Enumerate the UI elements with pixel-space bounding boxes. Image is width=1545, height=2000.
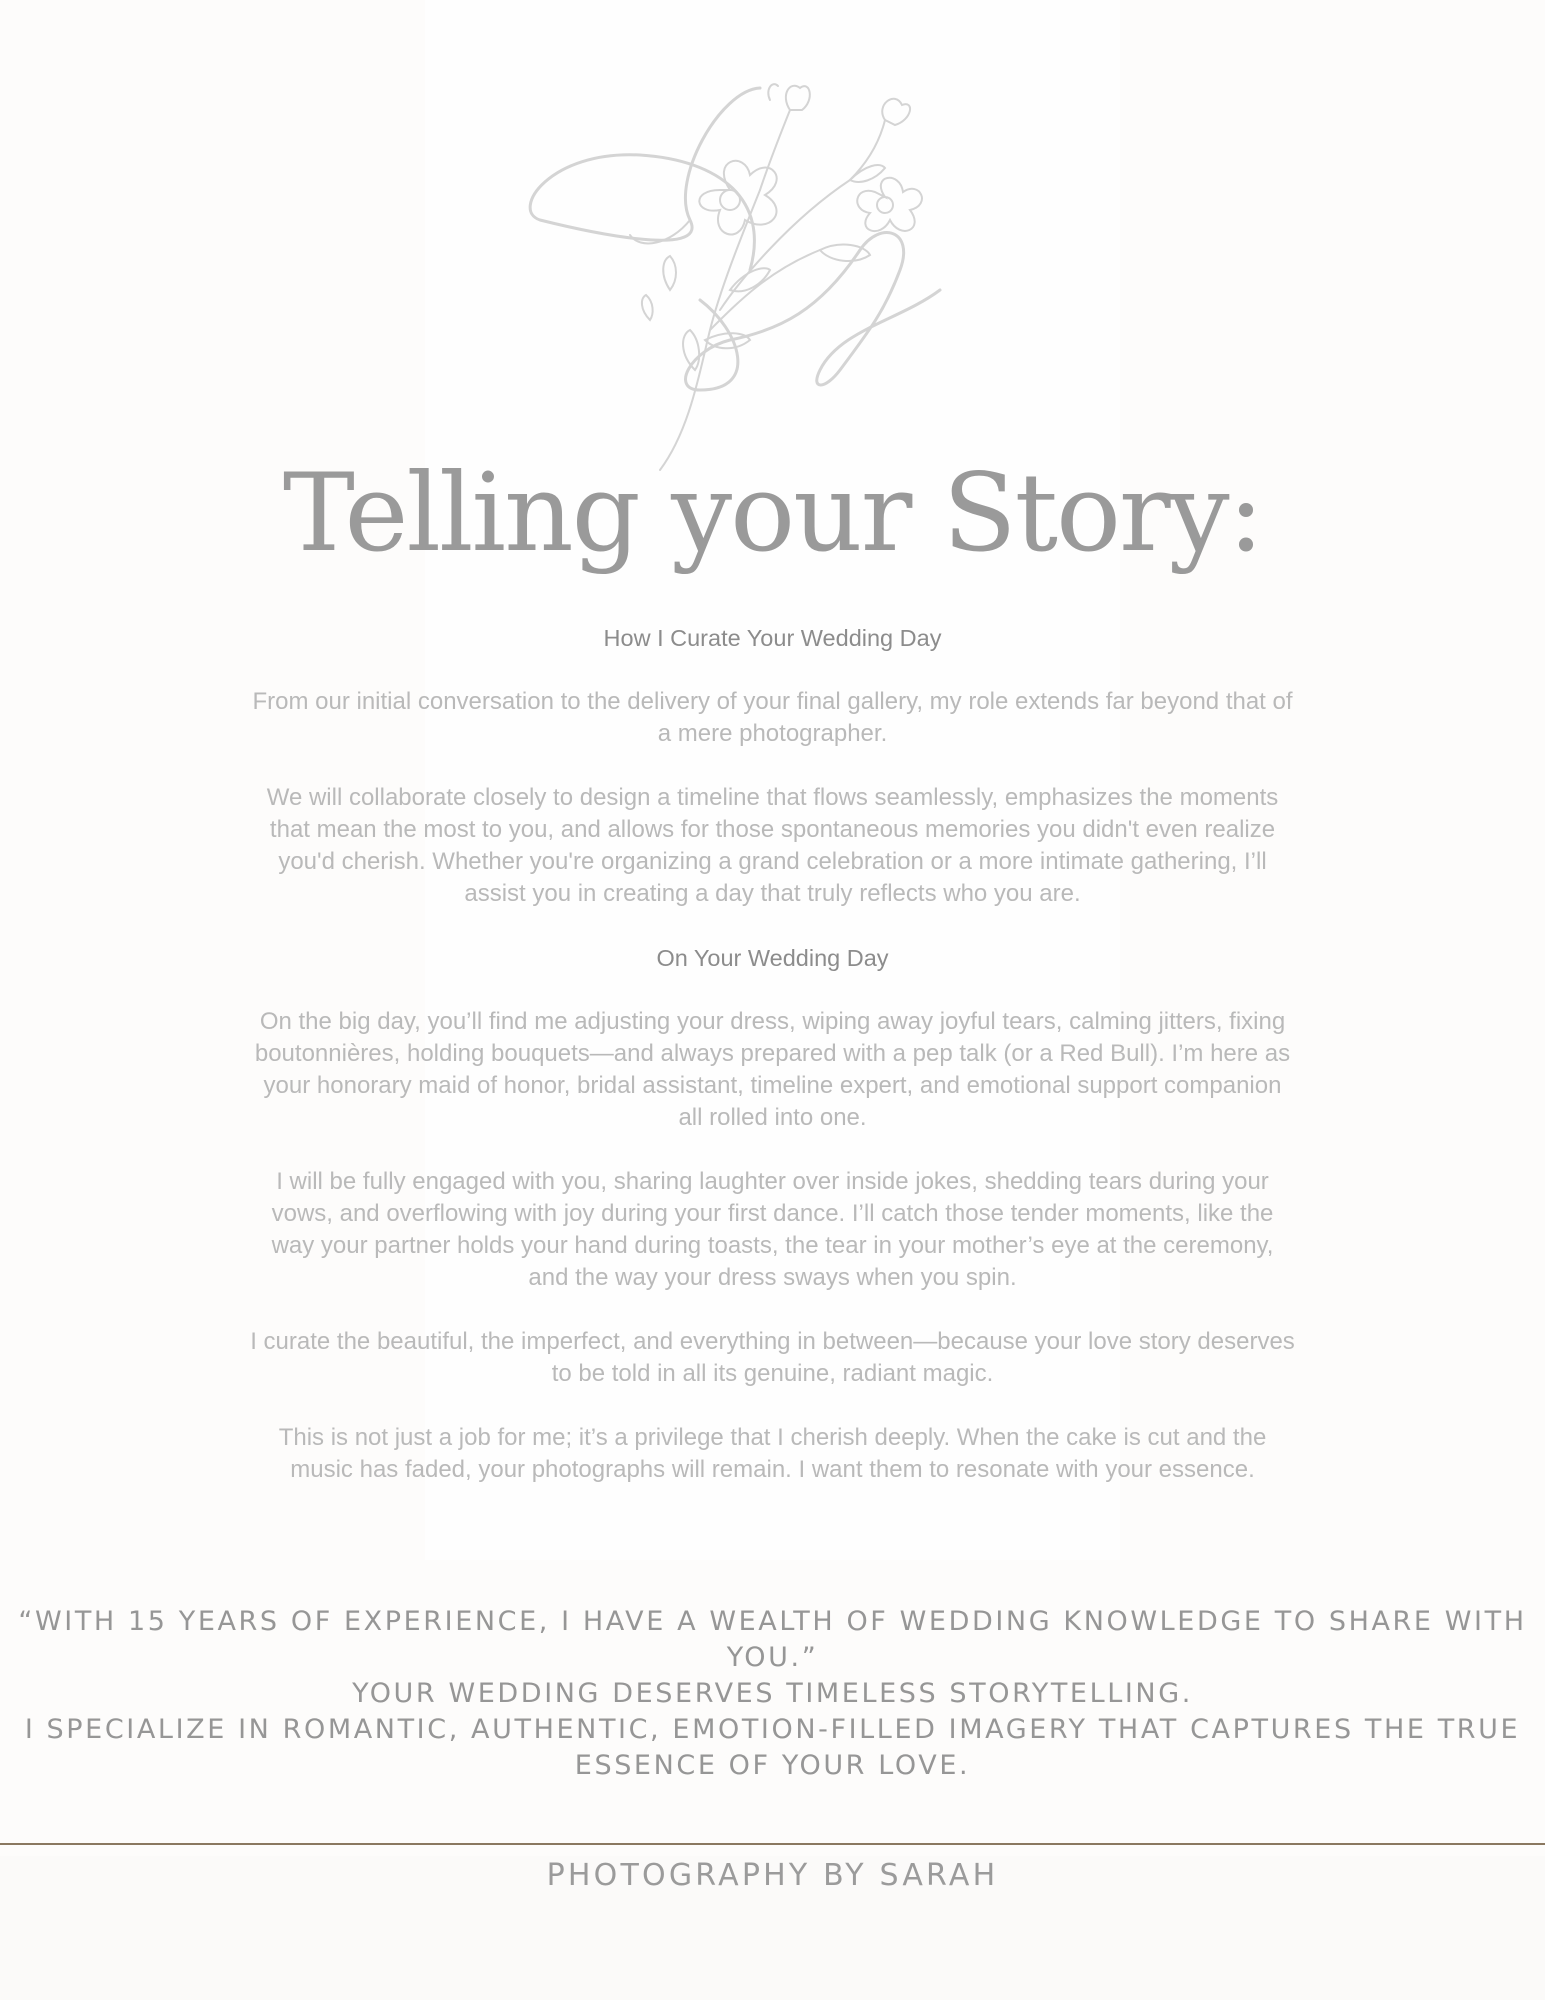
paragraph: I will be fully engaged with you, sharing laughter over inside jokes, shedding tears during your vows, and overflowing with joy during your first dance. I’ll catch those tender moments, like the way your partner holds your hand during toasts, the tear in your mother’s eye at the ceremony, and the way your dress sways when you spin. — [271, 1168, 1274, 1291]
floral-monogram-icon — [520, 70, 1040, 490]
section-heading: On Your Wedding Day — [656, 945, 889, 971]
brand-name: PHOTOGRAPHY BY SARAH — [546, 1858, 999, 1893]
quote-line: I SPECIALIZE IN ROMANTIC, AUTHENTIC, EMOTION-FILLED IMAGERY THAT CAPTURES THE TRUE ESSENCE OF YOUR LOVE. — [24, 1714, 1521, 1781]
section-heading: How I Curate Your Wedding Day — [603, 625, 942, 651]
quote-line: YOUR WEDDING DESERVES TIMELESS STORYTELLING. — [352, 1678, 1193, 1709]
paragraph: From our initial conversation to the delivery of your final gallery, my role extends far beyond that of a mere photographer. — [252, 688, 1293, 747]
story-content — [250, 622, 1295, 1518]
page-title: Telling your Story: — [282, 451, 1263, 576]
paragraph: This is not just a job for me; it’s a privilege that I cherish deeply. When the cake is cut and the music has faded, your photographs will remain. I want them to resonate with your essence. — [278, 1424, 1267, 1483]
paragraph: On the big day, you’ll find me adjusting your dress, wiping away joyful tears, calming jitters, fixing boutonnières, holding bouquets—and always prepared with a pep talk (or a Red Bull). I’m here as your honorary maid of honor, bridal assistant, timeline expert, and emotional support companion all rolled into one. — [254, 1008, 1291, 1131]
footer-divider — [0, 1843, 1545, 1845]
experience-quote — [0, 1604, 1545, 1784]
paragraph: I curate the beautiful, the imperfect, and everything in between—because your love story deserves to be told in all its genuine, radiant magic. — [250, 1328, 1295, 1387]
paragraph: We will collaborate closely to design a timeline that flows seamlessly, emphasizes the moments that mean the most to you, and allows for those spontaneous memories you didn't even realize you'd cherish. Whether you're organizing a grand celebration or a more intimate gathering, I’ll assist you in creating a day that truly reflects who you are. — [266, 784, 1279, 907]
quote-line: “WITH 15 YEARS OF EXPERIENCE, I HAVE A WEALTH OF WEDDING KNOWLEDGE TO SHARE WITH YOU.” — [18, 1606, 1527, 1673]
